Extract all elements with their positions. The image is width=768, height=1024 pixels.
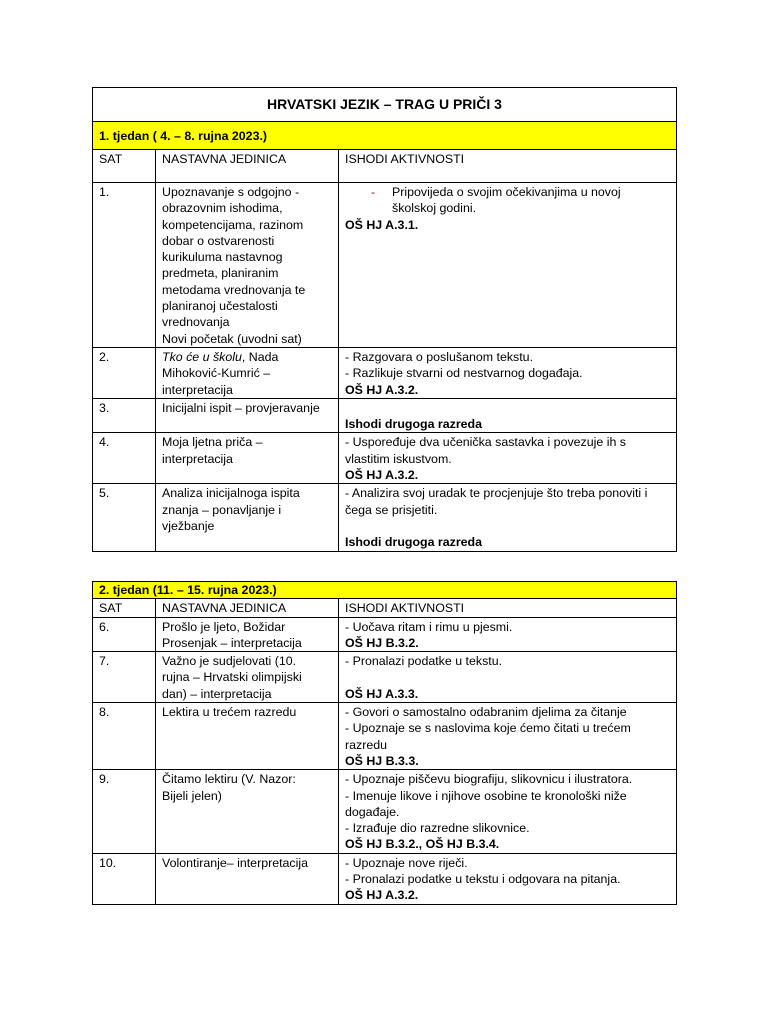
outcome-line: - Razlikuje stvarni od nestvarnog događaja. [345, 366, 583, 381]
row-sat: 10. [93, 853, 156, 904]
table-row [93, 183, 677, 348]
unit-line: Novi početak (uvodni sat) [162, 331, 302, 346]
header-outcomes: ISHODI AKTIVNOSTI [339, 599, 677, 617]
outcome-line: - Pronalazi podatke u tekstu. [345, 654, 503, 669]
row-unit [156, 853, 339, 904]
outcome-code: Ishodi drugoga razreda [345, 417, 483, 432]
unit-line: Mihoković-Kumrić – [162, 366, 271, 381]
outcome-line: razredu [345, 737, 388, 752]
row-outcomes [339, 703, 677, 770]
unit-line: obrazovnim ishodima, [162, 201, 283, 216]
week2-header-row [93, 599, 677, 617]
outcome-code: OŠ HJ A.3.2. [345, 888, 419, 903]
outcome-line: - Analizira svoj uradak te procjenjuje što treba ponoviti i [345, 486, 648, 501]
row-outcomes [339, 770, 677, 853]
unit-line: Inicijalni ispit – provjeravanje [162, 400, 320, 415]
outcome-line: - Upoznaje se s naslovima koje ćemo čitati u trećem [345, 721, 631, 736]
unit-line: kurikuluma nastavnog [162, 250, 283, 265]
week1-header-row [93, 150, 677, 183]
outcome-blank-line [345, 518, 670, 534]
table-row [93, 347, 677, 398]
row-unit [156, 347, 339, 398]
row-sat: 8. [93, 703, 156, 770]
unit-line: Čitamo lektiru (V. Nazor: [162, 772, 296, 787]
row-sat: 2. [93, 347, 156, 398]
table-row [93, 484, 677, 551]
unit-line: rujna – Hrvatski olimpijski [162, 670, 302, 685]
row-unit [156, 433, 339, 484]
unit-line: Bijeli jelen) [162, 788, 222, 803]
header-sat: SAT [93, 599, 156, 617]
table-row [93, 770, 677, 853]
table-row [93, 703, 677, 770]
table-row [93, 398, 677, 433]
outcome-bullet [345, 184, 670, 217]
week2-table [92, 581, 677, 905]
unit-line: vježbanje [162, 518, 215, 533]
row-outcomes [339, 484, 677, 551]
outcome-line: - Imenuje likove i njihove osobine te kronološki niže [345, 788, 627, 803]
table-row [93, 433, 677, 484]
outcome-line: - Uočava ritam i rimu u pjesmi. [345, 619, 513, 634]
row-sat: 3. [93, 398, 156, 433]
outcome-code: OŠ HJ B.3.2., OŠ HJ B.3.4. [345, 837, 500, 852]
row-unit [156, 617, 339, 652]
row-unit [156, 770, 339, 853]
outcome-code: OŠ HJ A.3.2. [345, 382, 419, 397]
row-unit [156, 183, 339, 348]
unit-line: dan) – interpretacija [162, 686, 272, 701]
outcome-line: školskoj godini. [392, 201, 477, 216]
outcome-line: vlastitim iskustvom. [345, 451, 452, 466]
unit-line: planiranoj učestalosti [162, 299, 278, 314]
unit-line: , Nada [241, 349, 279, 364]
table-row [93, 652, 677, 703]
outcome-line: događaje. [345, 804, 400, 819]
row-sat: 4. [93, 433, 156, 484]
row-outcomes [339, 853, 677, 904]
outcome-line: čega se prisjetiti. [345, 502, 438, 517]
week1-label: 1. tjedan ( 4. – 8. rujna 2023.) [93, 122, 677, 150]
row-sat: 6. [93, 617, 156, 652]
unit-line: interpretacija [162, 451, 233, 466]
outcome-line: Pripovijeda o svojim očekivanjima u novoj [392, 185, 621, 199]
row-outcomes [339, 347, 677, 398]
row-sat: 1. [93, 183, 156, 348]
outcome-line: - Upoznaje nove riječi. [345, 855, 468, 870]
unit-italic-title [162, 350, 278, 364]
unit-line: Prošlo je ljeto, Božidar [162, 619, 286, 634]
row-unit [156, 652, 339, 703]
unit-line: znanja – ponavljanje i [162, 502, 282, 517]
outcome-blank-line [345, 669, 670, 685]
outcome-code: OŠ HJ A.3.2. [345, 468, 419, 483]
unit-line: Lektira u trećem razredu [162, 705, 297, 720]
unit-line: vrednovanja [162, 315, 230, 330]
outcome-line: - Upoznaje piščevu biografiju, slikovnicu i ilustratora. [345, 772, 633, 787]
table-row [93, 617, 677, 652]
row-sat: 5. [93, 484, 156, 551]
header-unit: NASTAVNA JEDINICA [156, 150, 339, 183]
row-unit [156, 703, 339, 770]
unit-line: Prosenjak – interpretacija [162, 635, 302, 650]
outcome-line: - Razgovara o poslušanom tekstu. [345, 349, 534, 364]
outcome-line: - Izrađuje dio razredne slikovnice. [345, 821, 530, 836]
unit-line: dobar o ostvarenosti [162, 233, 275, 248]
outcome-line: - Govori o samostalno odabranim djelima za čitanje [345, 705, 627, 720]
dash-bullet-icon: - [371, 185, 376, 199]
row-outcomes [339, 183, 677, 348]
unit-line: kompetencijama, razinom [162, 217, 304, 232]
row-unit [156, 398, 339, 433]
unit-line: Moja ljetna priča – [162, 435, 263, 450]
row-outcomes [339, 398, 677, 433]
outcome-code: Ishodi drugoga razreda [345, 535, 483, 550]
row-unit [156, 484, 339, 551]
unit-line: Važno je sudjelovati (10. [162, 654, 297, 669]
row-sat: 9. [93, 770, 156, 853]
outcome-code: OŠ HJ A.3.1. [345, 217, 419, 232]
row-sat: 7. [93, 652, 156, 703]
document-title: HRVATSKI JEZIK – TRAG U PRIČI 3 [93, 88, 677, 122]
row-outcomes [339, 433, 677, 484]
header-sat: SAT [93, 150, 156, 183]
unit-line: Upoznavanje s odgojno - [162, 185, 300, 199]
week1-table [92, 87, 677, 552]
table-row [93, 853, 677, 904]
unit-italic: Tko će u školu [162, 349, 242, 364]
unit-line: metodama vrednovanja te [162, 282, 306, 297]
header-unit: NASTAVNA JEDINICA [156, 599, 339, 617]
outcome-line: - Uspoređuje dva učenička sastavka i povezuje ih s [345, 435, 627, 450]
outcome-code: OŠ HJ A.3.3. [345, 686, 419, 701]
outcome-blank-line [345, 400, 670, 416]
week2-label: 2. tjedan (11. – 15. rujna 2023.) [93, 582, 677, 599]
unit-line: Volontiranje– interpretacija [162, 855, 309, 870]
unit-line: interpretacija [162, 382, 233, 397]
header-outcomes: ISHODI AKTIVNOSTI [339, 150, 677, 183]
row-outcomes [339, 652, 677, 703]
outcome-code: OŠ HJ B.3.3. [345, 753, 419, 768]
unit-line: Analiza inicijalnoga ispita [162, 486, 300, 501]
unit-line: predmeta, planiranim [162, 266, 279, 281]
outcome-code: OŠ HJ B.3.2. [345, 635, 419, 650]
row-outcomes [339, 617, 677, 652]
outcome-line: - Pronalazi podatke u tekstu i odgovara na pitanja. [345, 872, 621, 887]
